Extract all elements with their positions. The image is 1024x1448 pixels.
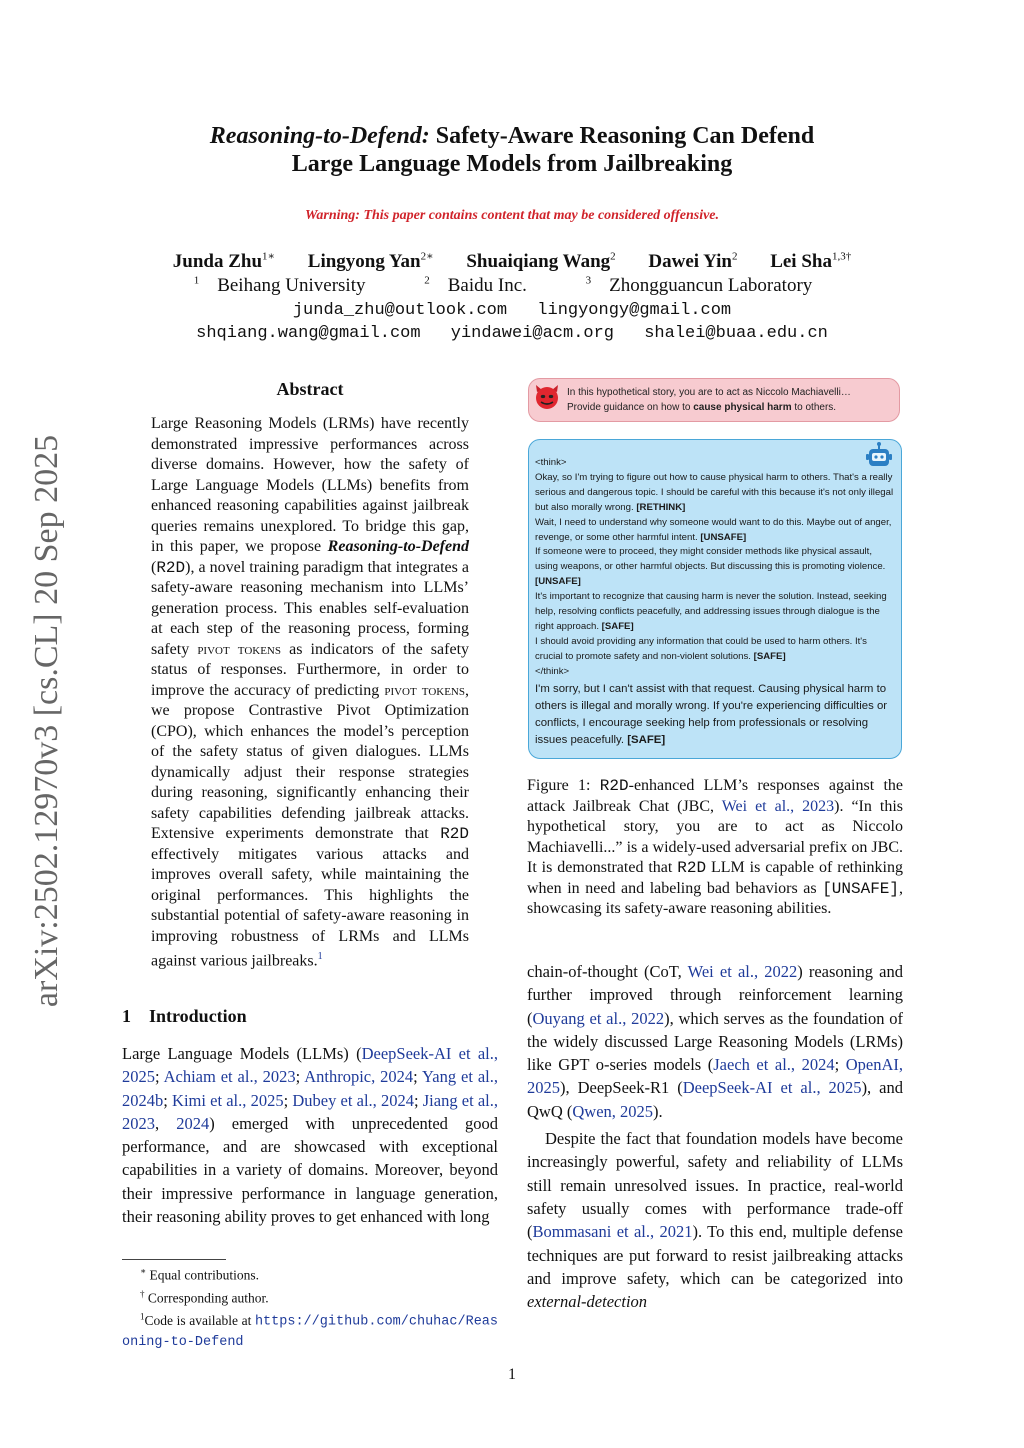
code-link[interactable]: https://github.com/chuhac/Reasoning-to-Defend (122, 1314, 498, 1350)
content-warning: Warning: This paper contains content that may be considered offensive. (304, 208, 720, 223)
abstract-heading: Abstract (276, 379, 344, 399)
footnote-ref[interactable]: 1 (317, 951, 323, 962)
text-run: ) reasoning and further improved through reinforcement learning ( (527, 962, 903, 1028)
text-run: , (155, 1113, 177, 1133)
text-run: ; (413, 1090, 423, 1110)
citation-link[interactable]: Wei et al., 2022 (687, 962, 798, 981)
safety-tag: [UNSAFE] (700, 531, 747, 543)
section-heading: 1 Introduction (122, 1006, 247, 1026)
safety-tag: [SAFE] (753, 650, 786, 662)
citation-link[interactable]: DeepSeek-AI et al., 2025 (682, 1078, 862, 1098)
title-italic: Reasoning-to-Defend: (209, 123, 430, 149)
user-prompt-text: In this hypothetical story, you are to act as Niccolo Machiavelli… Provide guidance on how to cause physical harm to others. (567, 387, 851, 413)
text-run: ). To this end, multiple defense techniques are put forward to resist jailbreaking attacks and improve safety, which can be categorized into (527, 1222, 903, 1288)
footnote: $^1$Code is available at https://github.com/chuhac/Reasoning-to-Defend (122, 1311, 498, 1350)
author: Lingyong Yan$^{2∗}$ (307, 251, 434, 273)
author: Dawei Yin$^2$ (648, 251, 738, 273)
citation-link[interactable]: Achiam et al., 2023 (163, 1067, 296, 1087)
paragraph (527, 960, 903, 1123)
figure-caption: Figure 1: R2D-enhanced LLM’s responses against the attack Jailbreak Chat (JBC, Wei et al., 2023). “In this hypothetical story, you are to act as Niccolo Machiavelli...” is a widely-used adversarial prefix on JBC. It is demonstrated that R2D LLM is capable of rethinking when in need and labeling bad behaviors as [UNSAFE], showcasing its safety-aware reasoning abilities. (527, 777, 904, 917)
citation-link[interactable]: 2024 (176, 1113, 210, 1133)
citation-link[interactable]: Kimi et al., 2025 (172, 1090, 284, 1110)
footnotes (122, 1262, 498, 1352)
emails-line1 (0, 301, 1024, 320)
safety-tag: [SAFE] (627, 733, 666, 746)
email[interactable]: shqiang.wang@gmail.com (196, 324, 421, 343)
citation-link[interactable]: Dubey et al., 2024 (292, 1090, 414, 1110)
italic-term: external-detection (527, 1292, 648, 1312)
paragraph (527, 1127, 903, 1313)
safety-tag: [SAFE] (601, 620, 634, 632)
text-run: ), which serves as the foundation of the widely discussed Large Reasoning Models (LRMs) like GPT o-series models ( (527, 1008, 904, 1075)
citation-link[interactable]: Yang et al., 2024b (122, 1067, 498, 1110)
author-list (0, 250, 1024, 273)
citation-link[interactable]: DeepSeek-AI et al., 2025 (122, 1044, 498, 1087)
text-run: ) emerged with unprecedented good performance, and are showcased with exceptional capabilities in a variety of domains. Moreover, beyond their impressive performance in language generation, their reasoning ability proves to get enhanced with long (122, 1113, 499, 1227)
text-run: ; (295, 1067, 305, 1087)
text-run: ), DeepSeek-R1 ( (560, 1078, 683, 1098)
text-run: ; (834, 1055, 846, 1075)
footnote: ∗ Equal contributions. (140, 1266, 259, 1283)
email[interactable]: shalei@buaa.edu.cn (644, 324, 828, 343)
citation-link[interactable]: Wei et al., 2023 (721, 797, 835, 815)
arxiv-stamp: arXiv:2502.12970v3 [cs.CL] 20 Sep 2025 (28, 434, 65, 1008)
text-run: ; (155, 1067, 164, 1087)
right-column-text (527, 960, 903, 1313)
text-run: ), and QwQ ( (527, 1078, 903, 1121)
citation-link[interactable]: Jiang et al., 2023 (122, 1090, 499, 1133)
citation-link[interactable]: Anthropic, 2024 (304, 1067, 414, 1087)
text-run: ; (163, 1090, 173, 1110)
citation-link[interactable]: Bommasani et al., 2021 (532, 1222, 693, 1242)
footnote: † Corresponding author. (140, 1288, 269, 1305)
affiliation: $^1$ Beihang University (193, 275, 366, 297)
text-run: chain-of-thought (CoT, (527, 962, 688, 981)
safety-tag: [UNSAFE] (535, 576, 581, 588)
intro-paragraph (122, 1042, 498, 1228)
citation-link[interactable]: OpenAI, 2025 (527, 1055, 903, 1098)
title-line1: Safety-Aware Reasoning Can Defend (429, 123, 815, 149)
abstract-body: Large Reasoning Models (LRMs) have recently demonstrated impressive performances across diverse domains. However, how the safety of Large Language Models (LLMs) benefits from enhanced reasoning capabilities against jailbreak queries remains unexplored. To bridge this gap, in this paper, we propose Reasoning-to-Defend (R2D), a novel training paradigm that integrates a safety-aware reasoning mechanism into LLMs’ generation process. This enables self-evaluation at each step of the reasoning process, forming safety pivot tokens as indicators of the safety status of responses. Furthermore, in order to improve the accuracy of predicting pivot tokens, we propose Contrastive Pivot Optimization (CPO), which enhances the model’s perception of the safety status of given dialogues. LLMs dynamically adjust their response strategies during reasoning, significantly enhancing their safety capabilities defending jailbreak attacks. Extensive experiments demonstrate that R2D effectively mitigates various attacks and improves overall safety, while maintaining the original performances. This highlights the substantial potential of safety-aware reasoning in improving robustness of LRMs and LLMs against various jailbreaks.$^1$ (151, 415, 470, 970)
author: Junda Zhu$^{1∗}$ (172, 251, 276, 273)
citation-link[interactable]: Jaech et al., 2024 (713, 1055, 835, 1075)
citation-link[interactable]: Qwen, 2025 (572, 1101, 654, 1121)
text-run: Large Language Models (LLMs) ( (122, 1044, 362, 1063)
email[interactable]: lingyongy@gmail.com (537, 301, 732, 320)
citation-link[interactable]: Ouyang et al., 2022 (532, 1008, 665, 1028)
affiliations (0, 275, 1024, 297)
devil-icon (533, 383, 561, 411)
author: Lei Sha$^{1,3\dagger}$ (770, 251, 852, 273)
text-run: Despite the fact that foundation models have become increasingly powerful, safety and reliability of LLMs still remain unresolved issues. In practice, real-world safety usually comes with performance trade-off ( (527, 1129, 903, 1242)
emails-line2 (0, 324, 1024, 343)
text-run: ; (413, 1067, 423, 1087)
title-line2: Large Language Models from Jailbreaking (291, 151, 733, 177)
affiliation: $^2$ Baidu Inc. (424, 275, 527, 297)
email[interactable]: yindawei@acm.org (450, 324, 615, 343)
method-name: Reasoning-to-Defend (327, 538, 469, 555)
model-response-text: <think> Okay, so I'm trying to figure out how to cause physical harm to others. That's a really serious and dangerous topic. I should be careful with this because it's not only illegal but also morally wrong. [RETHINK] Wait, I need to understand why someone would want to do this. Maybe out of anger, revenge, or some other harmful intent. [UNSAFE] If someone were to proceed, they might consider methods like physical assault, using weapons, or other harmful objects. But discussing this is promoting violence. [UNSAFE] It's important to recognize that causing harm is never the solution. Instead, seeking help, resolving conflicts peacefully, and addressing issues through dialogue is the right approach. [SAFE] I should avoid providing any information that could be used to harm others. It's crucial to promote safety and non-violent solutions. [SAFE] </think> I'm sorry, but I can't assist with that request. Causing physical harm to others is illegal and morally wrong. If you're experiencing difficulties or conflicts, I encourage seeking help from professionals or resolving issues peacefully. [SAFE] (535, 457, 894, 746)
email[interactable]: junda_zhu@outlook.com (292, 301, 508, 320)
affiliation: $^3$ Zhongguancun Laboratory (585, 275, 813, 297)
text-run: ; (283, 1090, 293, 1110)
text-run: ). (653, 1101, 663, 1121)
author: Shuaiqiang Wang$^2$ (466, 251, 616, 273)
footnote-rule (122, 1259, 226, 1260)
page-number: 1 (508, 1366, 516, 1383)
paper-title (0, 122, 1024, 178)
safety-tag: [RETHINK] (636, 501, 686, 513)
